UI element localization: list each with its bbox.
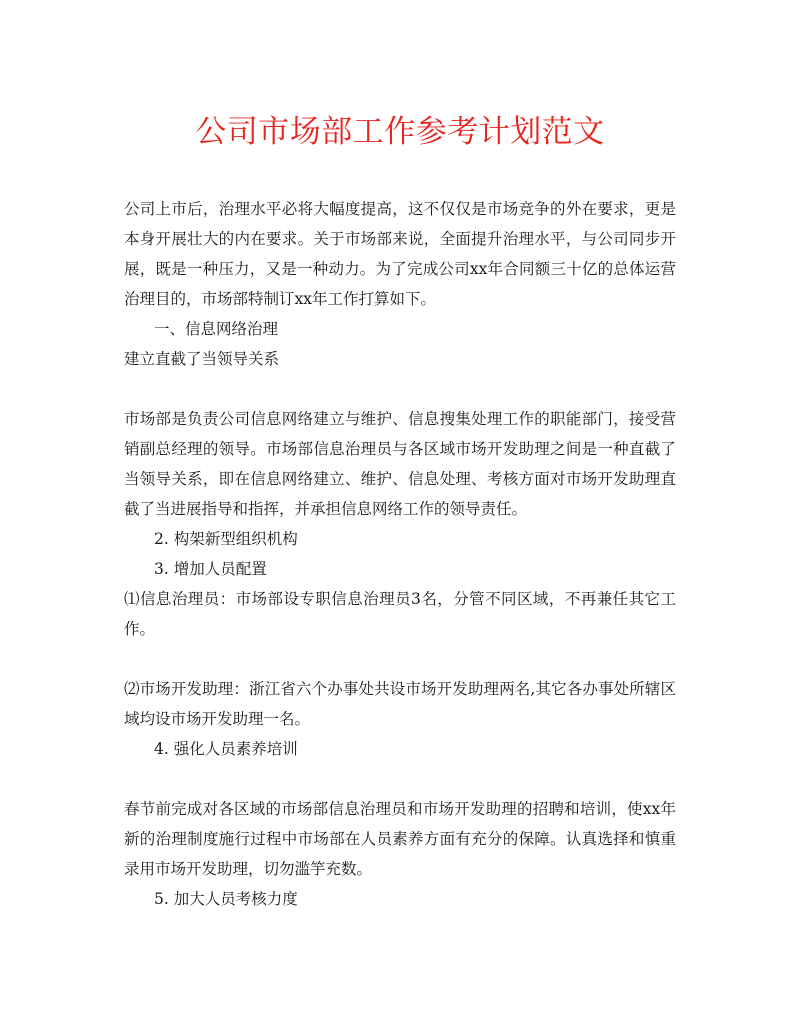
paragraph: 建立直截了当领导关系: [124, 350, 280, 368]
document-title: 公司市场部工作参考计划范文: [195, 114, 605, 150]
paragraph: ⑴信息治理员：市场部设专职信息治理员3名，分管不同区域，不再兼任其它工作。: [124, 590, 676, 638]
paragraph: 市场部是负责公司信息网络建立与维护、信息搜集处理工作的职能部门，接受营销副总经理的领导。市场部信息治理员与各区域市场开发助理之间是一种直截了当领导关系，即在信息网络建立、维护、信息处理、考核方面对市场开发助理直截了当进展指导和指挥，并承担信息网络工作的领导责任。: [124, 410, 676, 518]
section-heading: 一、信息网络治理: [154, 320, 279, 338]
document-body: [124, 194, 676, 914]
section-heading: 2. 构架新型组织机构: [154, 530, 298, 548]
paragraph: 春节前完成对各区域的市场部信息治理员和市场开发助理的招聘和培训，使xx年新的治理制度施行过程中市场部在人员素养方面有充分的保障。认真选择和慎重录用市场开发助理，切勿滥竽充数。: [124, 800, 676, 878]
section-heading: 5. 加大人员考核力度: [154, 890, 298, 908]
paragraph: ⑵市场开发助理：浙江省六个办事处共设市场开发助理两名,其它各办事处所辖区域均设市场开发助理一名。: [124, 680, 676, 728]
paragraph-spacer: [124, 644, 676, 674]
paragraph-spacer: [124, 764, 676, 794]
paragraph-spacer: [124, 374, 676, 404]
paragraph: 公司上市后，治理水平必将大幅度提高，这不仅仅是市场竞争的外在要求，更是本身开展壮大的内在要求。关于市场部来说，全面提升治理水平，与公司同步开展，既是一种压力，又是一种动力。为了完成公司xx年合同额三十亿的总体运营治理目的，市场部特制订xx年工作打算如下。: [124, 200, 676, 308]
section-heading: 3. 增加人员配置: [154, 560, 267, 578]
section-heading: 4. 强化人员素养培训: [154, 740, 298, 758]
